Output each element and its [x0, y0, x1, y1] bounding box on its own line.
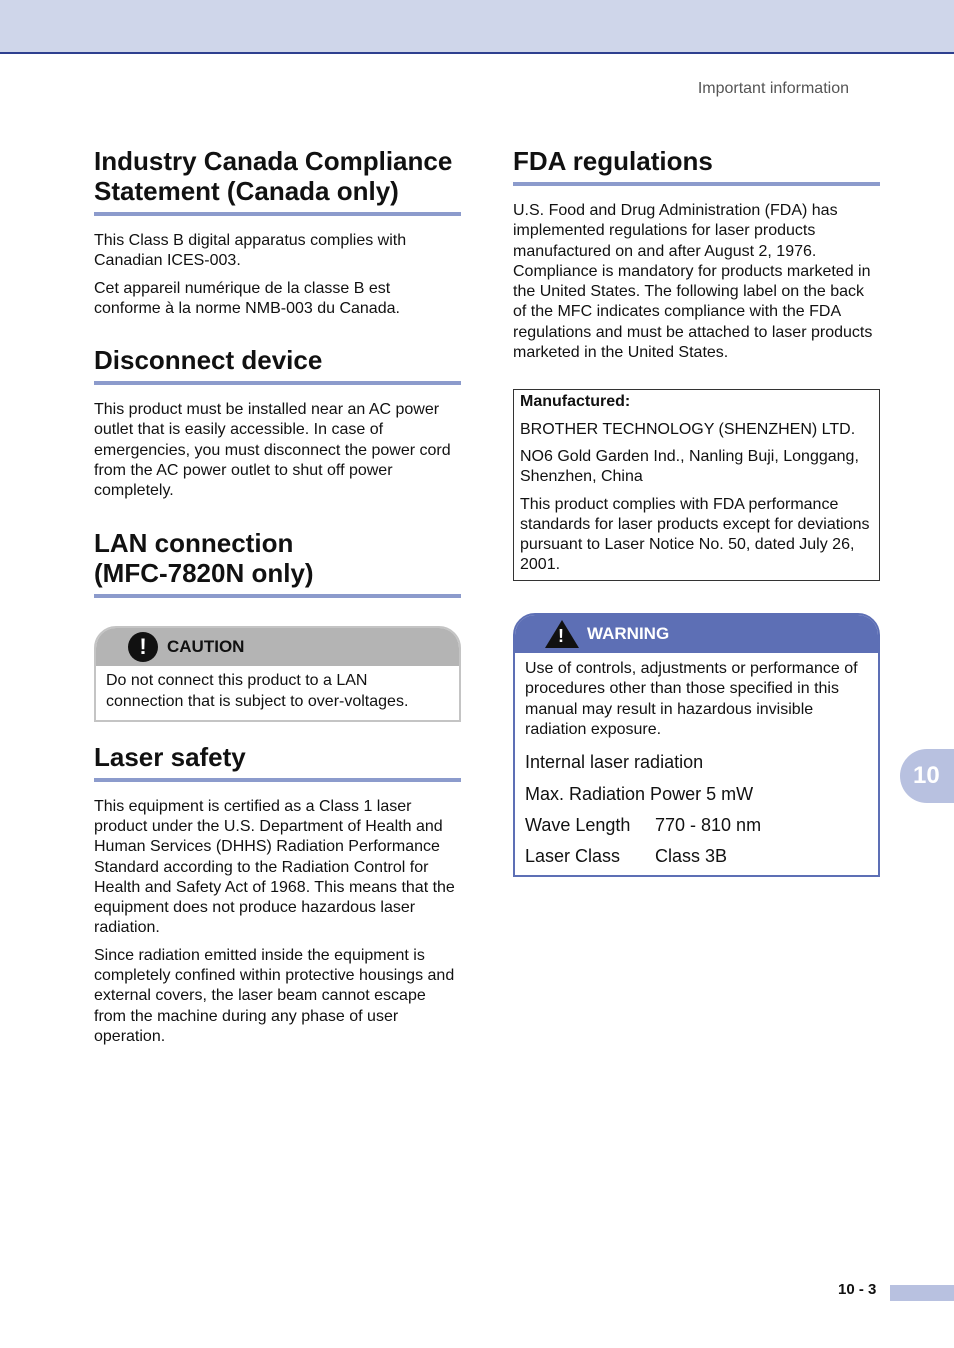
chapter-number: 10: [913, 762, 940, 789]
lan-heading: [94, 528, 461, 598]
left-column: [94, 146, 461, 1047]
warning-triangle-icon: !: [545, 620, 579, 648]
caution-label: CAUTION: [167, 636, 245, 656]
internal-laser-radiation: Internal laser radiation: [525, 751, 704, 772]
fda-heading: FDA regulations: [513, 146, 880, 186]
laser-safety-heading: Laser safety: [94, 742, 461, 782]
manufactured-box: [513, 389, 880, 580]
fda-compliance-text: This product complies with FDA performance standards for laser products except for deviations pursuant to Laser Notice No. 50, dated July 26, 2001.: [520, 495, 870, 574]
laser-class-value: Class 3B: [655, 845, 728, 866]
fda-paragraph: U.S. Food and Drug Administration (FDA) has implemented regulations for laser products manufactured on and after August 2, 1976. Compliance is mandatory for products marketed in the United States. The following label on the back of the MFC indicates compliance with the FDA regulations and must be attached to laser products marketed in the United States.: [513, 202, 873, 362]
canada-paragraph-en: This Class B digital apparatus complies with Canadian ICES-003.: [94, 232, 407, 270]
warning-box: [513, 613, 880, 877]
warning-text: Use of controls, adjustments or performance of procedures other than those specified in this manual may result in hazardous invisible radiation exposure.: [525, 659, 858, 739]
canada-paragraph-fr: Cet appareil numérique de la classe B est conforme à la norme NMB-003 du Canada.: [94, 279, 400, 317]
lan-heading-line2: (MFC-7820N only): [94, 557, 314, 588]
lan-heading-line1: LAN connection: [94, 527, 294, 558]
laser-paragraph-2: Since radiation emitted inside the equipment is completely confined within protective housings and external covers, the laser beam cannot escape from the machine during any phase of user operation.: [94, 946, 455, 1045]
manufactured-label: Manufactured:: [520, 393, 631, 411]
laser-class-row: [525, 845, 868, 867]
warning-header: [515, 615, 878, 653]
canada-heading: Industry Canada Compliance Statement (Canada only): [94, 146, 461, 216]
laser-paragraph-1: This equipment is certified as a Class 1 laser product under the U.S. Department of Health and Human Services (DHHS) Radiation Performance Standard according to the Radiation Control for Health and Safety Act of 1968. This means that the equipment does not produce hazardous laser radiation.: [94, 797, 455, 937]
right-column: [513, 146, 880, 877]
caution-header: [96, 628, 459, 666]
caution-text: Do not connect this product to a LAN connection that is subject to over-voltages.: [106, 671, 409, 710]
manufacturer-name: BROTHER TECHNOLOGY (SHENZHEN) LTD.: [520, 420, 856, 438]
wave-length-value: 770 - 810 nm: [655, 814, 762, 835]
warning-label: WARNING: [587, 623, 670, 643]
wave-length-label: Wave Length: [525, 814, 631, 835]
caution-box: [94, 626, 461, 722]
max-radiation-power: Max. Radiation Power 5 mW: [525, 783, 754, 804]
page-number: 10 - 3: [838, 1281, 877, 1298]
laser-class-label: Laser Class: [525, 845, 621, 866]
chapter-tab: [900, 749, 954, 803]
page-number-bar: [890, 1285, 954, 1301]
disconnect-heading: Disconnect device: [94, 345, 461, 385]
running-head: Important information: [697, 80, 849, 97]
header-band: [0, 0, 954, 54]
disconnect-paragraph: This product must be installed near an AC power outlet that is easily accessible. In case of emergencies, you must disconnect the power cord from the AC power outlet to shut off power completely.: [94, 401, 451, 500]
wave-length-row: [525, 814, 868, 836]
manufacturer-address: NO6 Gold Garden Ind., Nanling Buji, Longgang, Shenzhen, China: [520, 447, 859, 486]
warning-body: [515, 653, 878, 875]
exclamation-icon: !: [128, 632, 158, 662]
